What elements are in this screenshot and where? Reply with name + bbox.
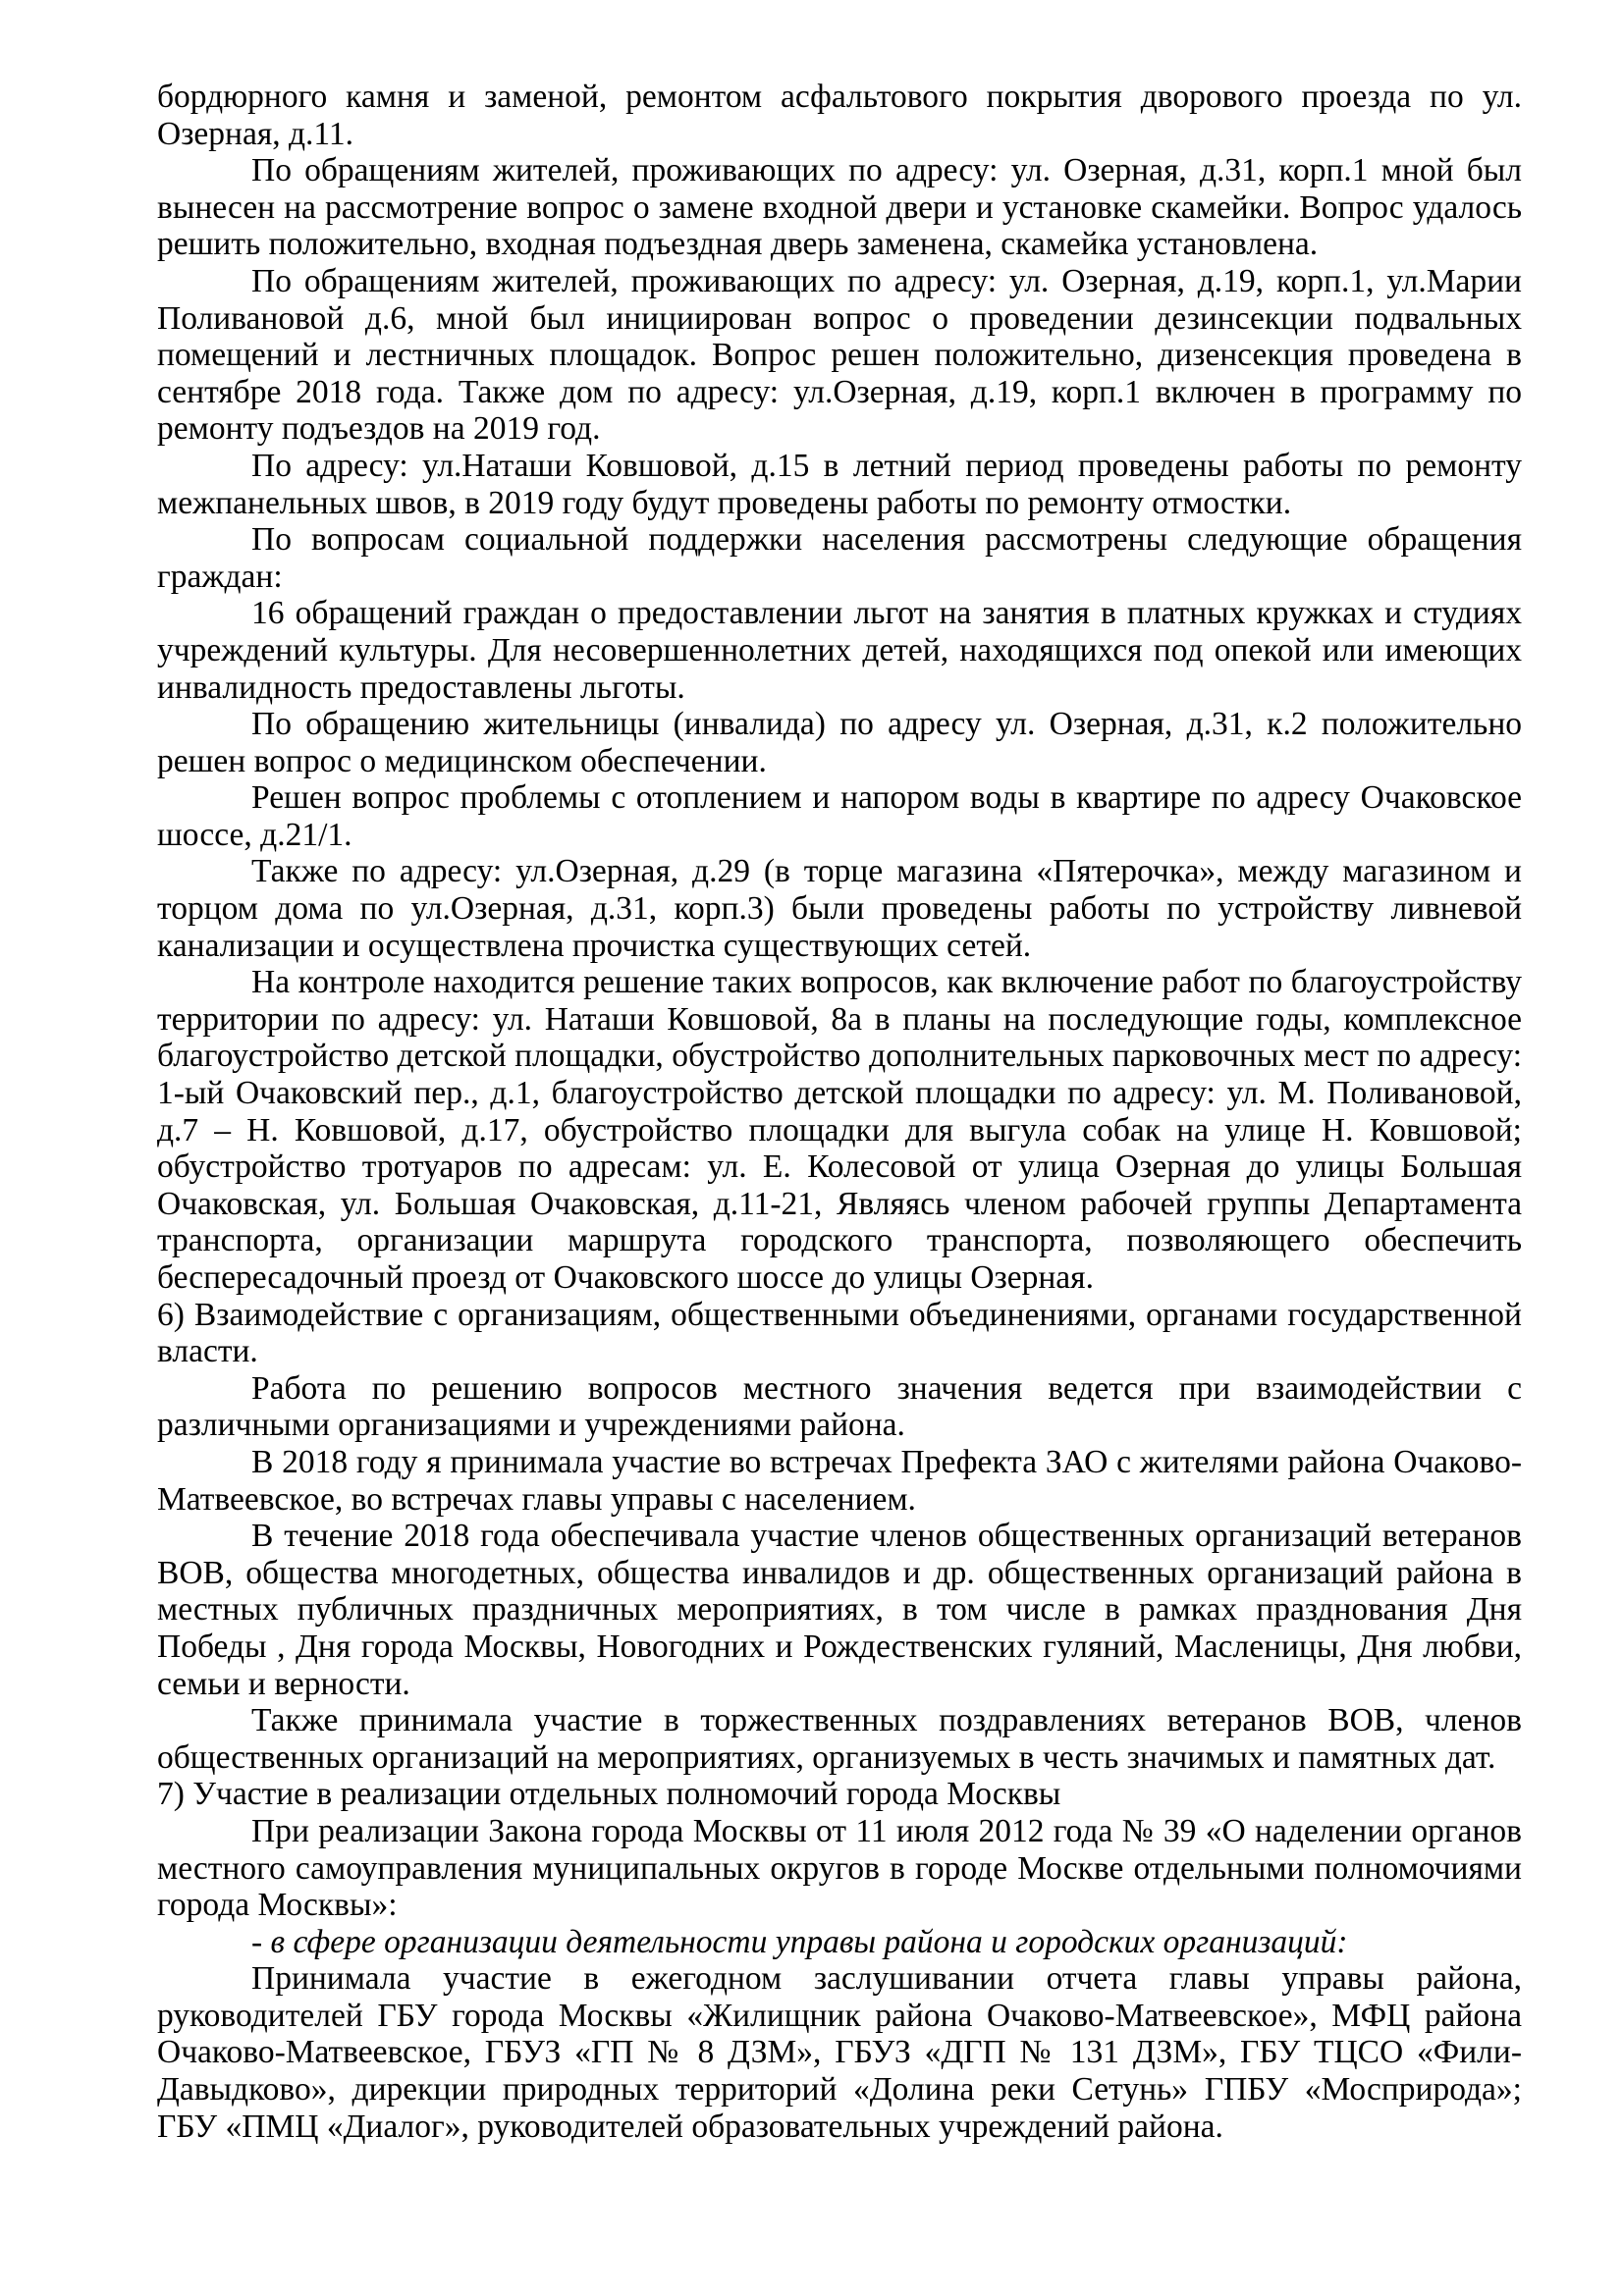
paragraph-veteran-congratulations: Также принимала участие в торжественных поздравлениях ветеранов ВОВ, членов общественных организаций на мероприятиях, организуемых в честь значимых и памятных дат. <box>157 1702 1522 1776</box>
subsection-heading-uprava: - в сфере организации деятельности управы района и городских организаций: <box>251 1923 1348 1960</box>
paragraph-medical-provision: По обращению жительницы (инвалида) по адресу ул. Озерная, д.31, к.2 положительно решен вопрос о медицинском обеспечении. <box>157 706 1522 779</box>
paragraph-annual-reports: Принимала участие в ежегодном заслушивании отчета главы управы района, руководителей ГБУ города Москвы «Жилищник района Очаково-Матвеевское», МФЦ района Очаково-Матвеевское, ГБУЗ «ГП № 8 ДЗМ», ГБУЗ «ДГП № 131 ДЗМ», ГБУ ТЦСО «Фили-Давыдково», дирекции природных территорий «Долина реки Сетунь» ГПБУ «Мосприрода»; ГБУ «ПМЦ «Диалог», руководителей образовательных учреждений района. <box>157 1960 1522 2145</box>
paragraph-prefect-meetings: В 2018 году я принимала участие во встречах Префекта ЗАО с жителями района Очаково-Матвеевское, во встречах главы управы с населением. <box>157 1443 1522 1518</box>
paragraph-issues-under-control: На контроле находится решение таких вопросов, как включение работ по благоустройству территории по адресу: ул. Наташи Ковшовой, 8а в планы на последующие годы, комплексное благоустройство детской площадки, обустройство дополнительных парковочных мест по адресу: 1-ый Очаковский пер., д.1, благоустройство детской площадки по адресу: ул. М. Поливановой, д.7 – Н. Ковшовой, д.17, обустройство площадки для выгула собак на улице Н. Ковшовой; обустройство тротуаров по адресам: ул. Е. Колесовой от улица Озерная до улицы Большая Очаковская, ул. Большая Очаковская, д.11-21, Являясь членом рабочей группы Департамента транспорта, организации маршрута городского транспорта, позволяющего обеспечить беспересадочный проезд от Очаковского шоссе до улицы Озерная. <box>157 964 1522 1296</box>
paragraph-culture-benefits: 16 обращений граждан о предоставлении льгот на занятия в платных кружках и студиях учреждений культуры. Для несовершеннолетних детей, находящихся под опекой или имеющих инвалидность предоставлены льготы. <box>157 595 1522 706</box>
paragraph-moscow-law: При реализации Закона города Москвы от 11 июля 2012 года № 39 «О наделении органов местного самоуправления муниципальных округов в городе Москве отдельными полномочиями города Москвы»: <box>157 1812 1522 1924</box>
paragraph-disinsection: По обращениям жителей, проживающих по адресу: ул. Озерная, д.19, корп.1, ул.Марии Поливановой д.6, мной был инициирован вопрос о проведении дезинсекции подвальных помещений и лестничных площадок. Вопрос решен положительно, дизенсекция проведена в сентябре 2018 года. Также дом по адресу: ул.Озерная, д.19, корп.1 включен в программу по ремонту подъездов на 2019 год. <box>157 262 1522 448</box>
paragraph-entrance-door-bench: По обращениям жителей, проживающих по адресу: ул. Озерная, д.31, корп.1 мной был вынесен на рассмотрение вопрос о замене входной двери и установке скамейки. Вопрос удалось решить положительно, входная подъездная дверь заменена, скамейка установлена. <box>157 152 1522 263</box>
document-page <box>157 79 1522 2145</box>
section-heading-7: 7) Участие в реализации отдельных полномочий города Москвы <box>157 1776 1061 1813</box>
paragraph-storm-drainage: Также по адресу: ул.Озерная, д.29 (в торце магазина «Пятерочка», между магазином и торцом дома по ул.Озерная, д.31, корп.3) были проведены работы по устройству ливневой канализации и осуществлена прочистка существующих сетей. <box>157 853 1522 964</box>
paragraph-social-support-intro: По вопросам социальной поддержки населения рассмотрены следующие обращения граждан: <box>157 521 1522 595</box>
paragraph-local-issues-cooperation: Работа по решению вопросов местного значения ведется при взаимодействии с различными организациями и учреждениями района. <box>157 1369 1522 1444</box>
paragraph-heating-water: Решен вопрос проблемы с отоплением и напором воды в квартире по адресу Очаковское шоссе, д.21/1. <box>157 779 1522 853</box>
paragraph-panel-seams-repair: По адресу: ул.Наташи Ковшовой, д.15 в летний период проведены работы по ремонту межпанельных швов, в 2019 году будут проведены работы по ремонту отмостки. <box>157 447 1522 521</box>
paragraph-curb-and-asphalt-repair: бордюрного камня и заменой, ремонтом асфальтового покрытия дворового проезда по ул. Озерная, д.11. <box>157 79 1522 152</box>
section-heading-6: 6) Взаимодействие с организациям, общественными объединениями, органами государственной власти. <box>157 1296 1522 1370</box>
paragraph-public-events: В течение 2018 года обеспечивала участие членов общественных организаций ветеранов ВОВ, общества многодетных, общества инвалидов и др. общественных организаций района в местных публичных праздничных мероприятиях, в том числе в рамках празднования Дня Победы , Дня города Москвы, Новогодних и Рождественских гуляний, Масленицы, Дня любви, семьи и верности. <box>157 1518 1522 1702</box>
